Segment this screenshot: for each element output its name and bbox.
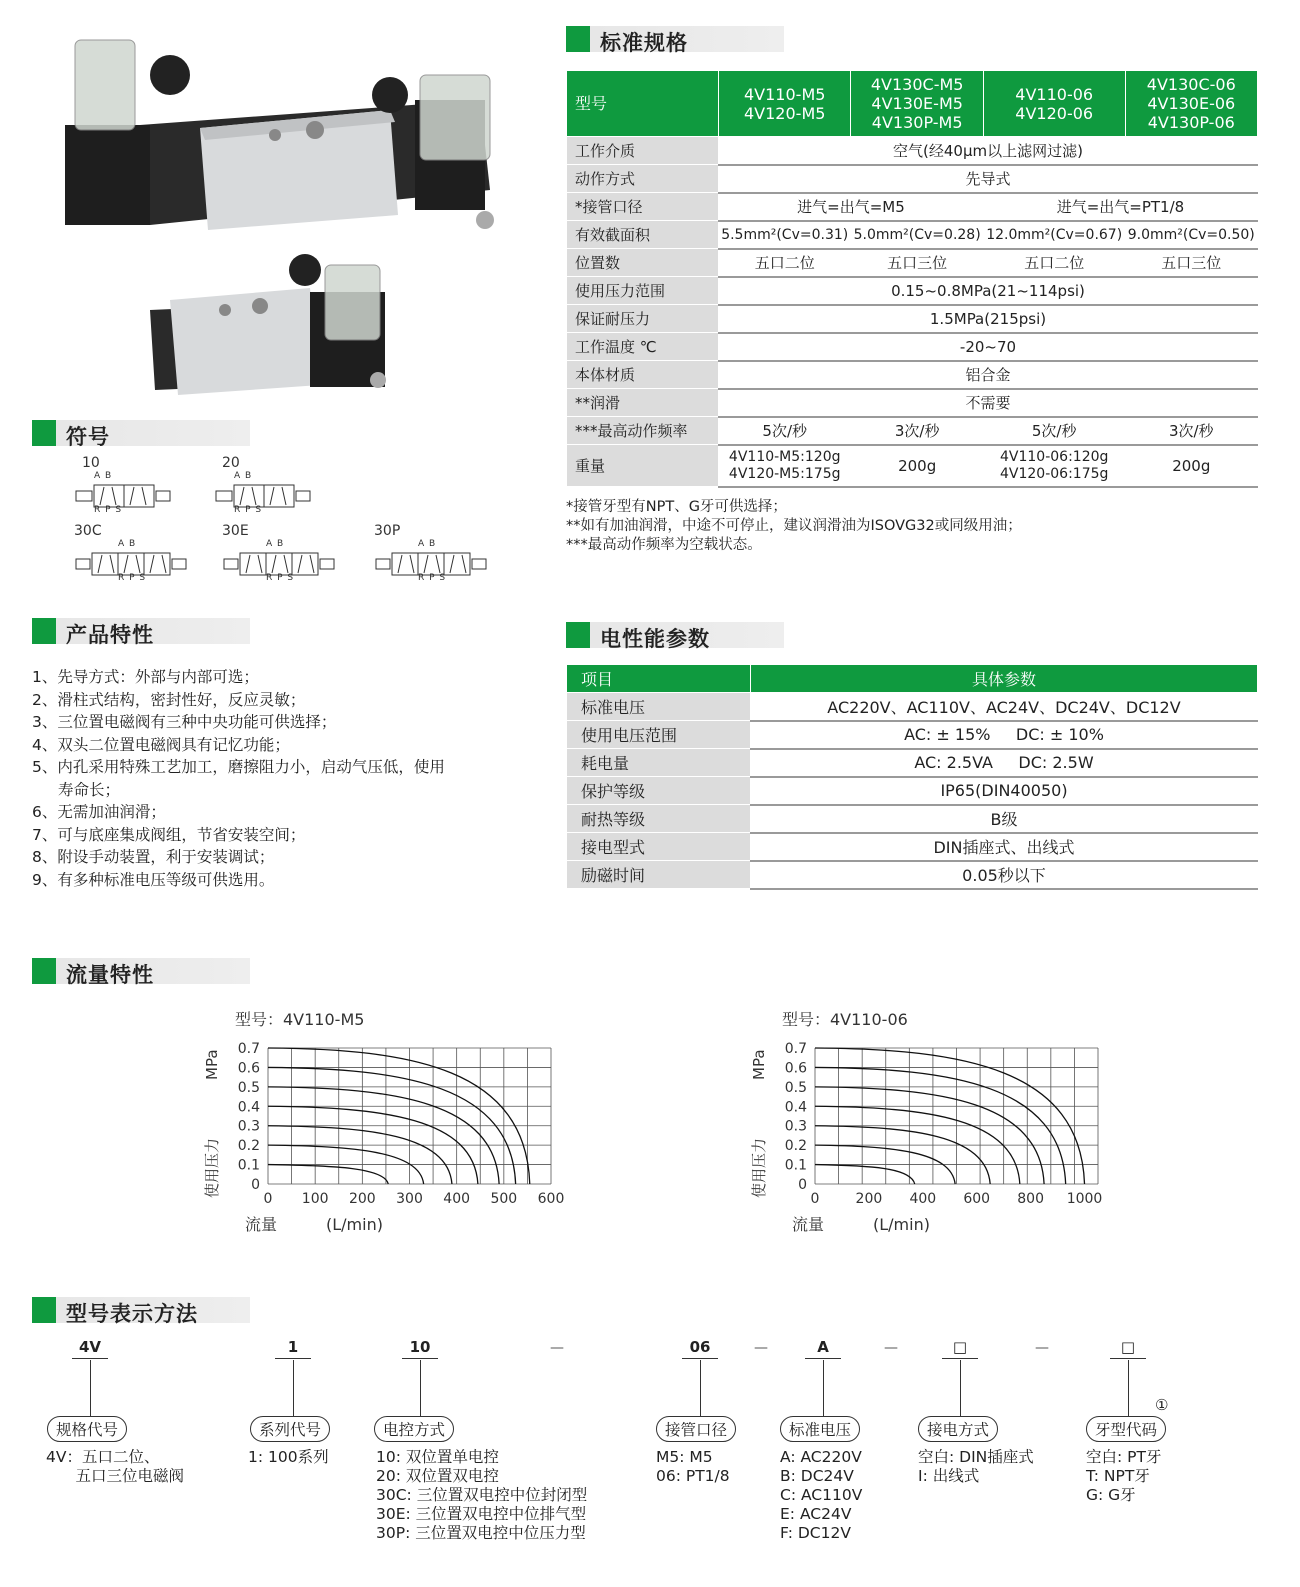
- electric-row: [567, 721, 1258, 749]
- spec-cell: 9.0mm²(Cv=0.50): [1125, 221, 1257, 249]
- electric-header-row: [567, 665, 1258, 693]
- flow-curve: [815, 1126, 990, 1184]
- code-underline: [805, 1358, 841, 1359]
- x-tick-label: 0: [263, 1191, 273, 1207]
- code-desc-line: 空白: DIN插座式: [918, 1448, 1034, 1466]
- spec-cell: 五口二位: [719, 249, 851, 277]
- code-underline: [942, 1358, 978, 1359]
- code-group-title: 牙型代码: [1086, 1416, 1166, 1442]
- spec-row-label: ***最高动作频率: [567, 417, 719, 445]
- spec-row: [567, 361, 1258, 389]
- y-tick-label: 0.7: [784, 1041, 807, 1057]
- code-segment: 1: [287, 1338, 299, 1356]
- spec-cell: 进气=出气=PT1/8: [983, 193, 1257, 221]
- code-connector: [960, 1360, 961, 1418]
- spec-cell: 5.0mm²(Cv=0.28): [851, 221, 983, 249]
- electric-row: [567, 777, 1258, 805]
- code-desc-line: 空白: PT牙: [1086, 1448, 1162, 1466]
- spec-row: [567, 417, 1258, 445]
- spec-row: [567, 221, 1258, 249]
- spec-row: [567, 249, 1258, 277]
- code-group-desc: [46, 1448, 184, 1486]
- spec-row: [567, 445, 1258, 487]
- chart-title: 型号：4V110-M5: [235, 1010, 365, 1029]
- code-connector: [420, 1360, 421, 1418]
- y-tick-label: 0: [251, 1177, 260, 1193]
- spec-row: [567, 193, 1258, 221]
- spec-model-cell: 4V110-M5 4V120-M5: [719, 71, 851, 137]
- spec-cell: 不需要: [719, 389, 1258, 417]
- valve-port-labels-bottom: R P S: [118, 573, 147, 583]
- spec-row: [567, 333, 1258, 361]
- valve-symbol-label: 10: [82, 455, 100, 471]
- valve-port-labels-top: A B: [418, 539, 437, 549]
- valve-port-labels-bottom: R P S: [234, 505, 263, 515]
- code-desc-line: 20: 双位置双电控: [376, 1467, 499, 1485]
- spec-model-cell: 4V110-06 4V120-06: [983, 71, 1125, 137]
- electric-row-value: IP65(DIN40050): [751, 777, 1258, 805]
- electric-row-label: 耗电量: [567, 749, 751, 777]
- valve-symbol-label: 30E: [222, 523, 249, 539]
- spec-cell: 铝合金: [719, 361, 1258, 389]
- x-axis-label: 流量: [792, 1215, 825, 1234]
- y-axis-label: 使用压力: [750, 1137, 768, 1198]
- valve-symbol-label: 30C: [74, 523, 102, 539]
- spec-row-label: 本体材质: [567, 361, 719, 389]
- code-desc-line: 4V：五口二位、: [46, 1448, 160, 1466]
- y-tick-label: 0.6: [237, 1060, 260, 1077]
- electric-row-label: 励磁时间: [567, 861, 751, 889]
- spec-cell: 3次/秒: [1125, 417, 1257, 445]
- spec-row-label: *接管口径: [567, 193, 719, 221]
- spec-row: [567, 165, 1258, 193]
- spec-row-label: **润滑: [567, 389, 719, 417]
- y-tick-label: 0.2: [784, 1138, 807, 1155]
- spec-cell: 3次/秒: [851, 417, 983, 445]
- section-header-flow: 流量特性: [32, 958, 250, 984]
- code-desc-line: 30E: 三位置双电控中位排气型: [376, 1505, 587, 1523]
- code-desc-line: C: AC110V: [780, 1486, 863, 1504]
- spec-cell: 4V110-06:120g 4V120-06:175g: [983, 445, 1125, 487]
- code-separator: —: [1035, 1340, 1049, 1356]
- code-underline: [402, 1358, 438, 1359]
- code-desc-line: 五口三位电磁阀: [46, 1467, 185, 1485]
- x-tick-label: 100: [301, 1191, 329, 1207]
- spec-cell: -20~70: [719, 333, 1258, 361]
- valve-port-labels-top: A B: [94, 471, 113, 481]
- spec-cell: 0.15~0.8MPa(21~114psi): [719, 277, 1258, 305]
- code-desc-line: 06: PT1/8: [656, 1467, 730, 1485]
- valve-symbol-drawing: [374, 539, 526, 591]
- spec-row-label: 位置数: [567, 249, 719, 277]
- code-group-title: 系列代号: [250, 1416, 330, 1442]
- spec-model-cell: 4V130C-06 4V130E-06 4V130P-06: [1125, 71, 1257, 137]
- x-tick-label: 800: [1017, 1191, 1044, 1207]
- spec-cell: 5次/秒: [983, 417, 1125, 445]
- x-tick-label: 400: [909, 1191, 937, 1207]
- section-header-spec: 标准规格: [566, 26, 784, 52]
- x-tick-label: 300: [396, 1191, 423, 1207]
- code-group-title: 接电方式: [918, 1416, 998, 1442]
- spec-cell: 4V110-M5:120g 4V120-M5:175g: [719, 445, 851, 487]
- spec-row: [567, 305, 1258, 333]
- valve-symbol-drawing: [222, 539, 374, 591]
- code-group-desc: [1086, 1448, 1161, 1505]
- feature-item: 3、三位置电磁阀有三种中央功能可供选择；: [32, 713, 337, 731]
- spec-cell: 200g: [851, 445, 983, 487]
- y-tick-label: 0.4: [237, 1099, 260, 1116]
- spec-note: *接管牙型有NPT、G牙可供选择；: [566, 499, 787, 515]
- code-desc-line: F: DC12V: [780, 1524, 851, 1542]
- valve-port-labels-top: A B: [118, 539, 137, 549]
- feature-item: 1、先导方式：外部与内部可选；: [32, 668, 259, 686]
- code-desc-line: M5: M5: [656, 1448, 713, 1466]
- y-tick-label: 0.5: [237, 1079, 260, 1096]
- spec-header-row: [567, 71, 1258, 137]
- flow-chart-06: [742, 1005, 1142, 1235]
- code-group-title: 电控方式: [374, 1416, 454, 1442]
- spec-model-cell: 4V130C-M5 4V130E-M5 4V130P-M5: [851, 71, 983, 137]
- code-connector: [823, 1360, 824, 1418]
- code-underline: [275, 1358, 311, 1359]
- spec-row-label: 使用压力范围: [567, 277, 719, 305]
- code-separator: —: [884, 1340, 898, 1356]
- electric-row: [567, 833, 1258, 861]
- x-axis-label: 流量: [245, 1215, 278, 1234]
- y-tick-label: 0.2: [237, 1138, 260, 1155]
- feature-item: 2、滑柱式结构，密封性好，反应灵敏；: [32, 690, 306, 709]
- y-tick-label: 0.6: [784, 1060, 807, 1077]
- feature-item: 7、可与底座集成阀组，节省安装空间；: [32, 825, 306, 844]
- flow-curve: [268, 1087, 499, 1184]
- code-connector: [293, 1360, 294, 1418]
- valve-port-labels-bottom: R P S: [94, 505, 123, 515]
- electric-row: [567, 805, 1258, 833]
- y-tick-label: 0.5: [784, 1079, 807, 1096]
- electric-header-item: 项目: [567, 665, 751, 693]
- spec-row-label: 重量: [567, 445, 719, 487]
- code-desc-line: I: 出线式: [918, 1467, 980, 1485]
- electric-row-label: 使用电压范围: [567, 721, 751, 749]
- code-separator: —: [550, 1340, 564, 1356]
- code-underline: [682, 1358, 718, 1359]
- code-desc-line: T: NPT牙: [1086, 1467, 1150, 1485]
- section-header-model-code: 型号表示方法: [32, 1297, 250, 1323]
- feature-list: [32, 666, 445, 891]
- note-circle-marker: ①: [1155, 1396, 1169, 1414]
- electric-row: [567, 749, 1258, 777]
- valve-port-labels-top: A B: [234, 471, 253, 481]
- code-segment: 10: [409, 1338, 431, 1356]
- electric-row-value: AC: ± 15% DC: ± 10%: [751, 721, 1258, 749]
- x-tick-label: 600: [537, 1191, 565, 1207]
- code-desc-line: E: AC24V: [780, 1505, 852, 1523]
- spec-cell: 五口三位: [851, 249, 983, 277]
- code-underline: [1110, 1358, 1146, 1359]
- code-group-desc: [780, 1448, 862, 1543]
- double-solenoid-valve: [65, 40, 494, 230]
- code-connector: [90, 1360, 91, 1418]
- valve-port-labels-top: A B: [266, 539, 285, 549]
- electric-row-value: B级: [751, 805, 1258, 833]
- feature-item: 9、有多种标准电压等级可供选用。: [32, 870, 275, 889]
- code-desc-line: B: DC24V: [780, 1467, 854, 1485]
- x-tick-label: 200: [855, 1191, 883, 1207]
- code-desc-line: 30C: 三位置双电控中位封闭型: [376, 1486, 588, 1504]
- code-group-title: 标准电压: [780, 1416, 860, 1442]
- y-axis-label: 使用压力: [203, 1137, 221, 1198]
- single-solenoid-valve: [150, 254, 386, 395]
- code-segment: A: [817, 1338, 829, 1356]
- code-desc-line: G: G牙: [1086, 1486, 1136, 1504]
- spec-cell: 空气(经40μm以上滤网过滤): [719, 137, 1258, 165]
- valve-port-labels-bottom: R P S: [418, 573, 447, 583]
- symbol-area: [60, 455, 510, 595]
- spec-cell: 1.5MPa(215psi): [719, 305, 1258, 333]
- spec-cell: 先导式: [719, 165, 1258, 193]
- model-code-diagram: [0, 1330, 1300, 1580]
- x-tick-label: 600: [963, 1191, 991, 1207]
- spec-model-label: 型号: [567, 71, 719, 137]
- spec-cell: 5.5mm²(Cv=0.31): [719, 221, 851, 249]
- spec-cell: 五口三位: [1125, 249, 1257, 277]
- spec-row-label: 有效截面积: [567, 221, 719, 249]
- electric-row: [567, 693, 1258, 721]
- spec-note: **如有加油润滑，中途不可停止，建议润滑油为ISOVG32或同级用油；: [566, 518, 1022, 534]
- electric-row-label: 标准电压: [567, 693, 751, 721]
- spec-row-label: 工作介质: [567, 137, 719, 165]
- y-tick-label: 0.1: [784, 1157, 807, 1174]
- x-axis-unit: (L/min): [873, 1215, 930, 1234]
- code-segment: 06: [689, 1338, 711, 1356]
- feature-item: 5、内孔采用特殊工艺加工，磨擦阻力小，启动气压低，使用: [32, 758, 445, 776]
- spec-cell: 200g: [1125, 445, 1257, 487]
- code-group-desc: [248, 1448, 329, 1467]
- electric-row-value: AC220V、AC110V、AC24V、DC24V、DC12V: [751, 693, 1258, 721]
- electric-row-label: 耐热等级: [567, 805, 751, 833]
- electric-row-value: AC: 2.5VA DC: 2.5W: [751, 749, 1258, 777]
- flow-curve: [268, 1165, 388, 1184]
- x-tick-label: 0: [810, 1191, 820, 1207]
- x-tick-label: 200: [348, 1191, 376, 1207]
- code-desc-line: 10: 双位置单电控: [376, 1448, 499, 1466]
- spec-cell: 5次/秒: [719, 417, 851, 445]
- x-tick-label: 1000: [1066, 1191, 1103, 1207]
- valve-symbol-drawing: [74, 539, 226, 591]
- spec-row-label: 保证耐压力: [567, 305, 719, 333]
- code-segment: □: [952, 1338, 968, 1356]
- code-group-desc: [376, 1448, 587, 1543]
- code-group-desc: [918, 1448, 1034, 1486]
- y-tick-label: 0: [798, 1177, 807, 1193]
- code-connector: [700, 1360, 701, 1418]
- spec-row: [567, 137, 1258, 165]
- product-photo: [60, 30, 500, 410]
- valve-symbol-label: 30P: [374, 523, 401, 539]
- spec-row-label: 工作温度 ℃: [567, 333, 719, 361]
- chart-title: 型号：4V110-06: [782, 1010, 908, 1029]
- section-header-electric: 电性能参数: [566, 622, 784, 648]
- electric-row-label: 保护等级: [567, 777, 751, 805]
- flow-chart-m5: [195, 1005, 595, 1235]
- section-header-features: 产品特性: [32, 618, 250, 644]
- electric-row-value: DIN插座式、出线式: [751, 833, 1258, 861]
- electric-row-label: 接电型式: [567, 833, 751, 861]
- code-desc-line: A: AC220V: [780, 1448, 862, 1466]
- code-group-title: 规格代号: [47, 1416, 127, 1442]
- spec-cell: 五口二位: [983, 249, 1125, 277]
- x-tick-label: 400: [443, 1191, 471, 1207]
- flow-curve: [268, 1126, 452, 1184]
- spec-row-label: 动作方式: [567, 165, 719, 193]
- valve-symbol-label: 20: [222, 455, 240, 471]
- code-segment: □: [1120, 1338, 1136, 1356]
- feature-item: 8、附设手动装置，利于安装调试；: [32, 848, 275, 866]
- spec-cell: 进气=出气=M5: [719, 193, 984, 221]
- electric-row: [567, 861, 1258, 889]
- code-separator: —: [754, 1340, 768, 1356]
- electric-header-params: 具体参数: [751, 665, 1258, 693]
- x-tick-label: 500: [490, 1191, 518, 1207]
- feature-item: 6、无需加油润滑；: [32, 803, 166, 821]
- x-axis-unit: (L/min): [326, 1215, 383, 1234]
- spec-note: ***最高动作频率为空载状态。: [566, 537, 762, 553]
- y-tick-label: 0.7: [237, 1041, 260, 1057]
- y-tick-label: 0.4: [784, 1099, 807, 1116]
- code-group-title: 接管口径: [656, 1416, 736, 1442]
- section-header-symbol: 符号: [32, 420, 250, 446]
- spec-notes: [566, 498, 1022, 555]
- spec-cell: 12.0mm²(Cv=0.67): [983, 221, 1125, 249]
- spec-table: [566, 70, 1258, 488]
- y-tick-label: 0.3: [237, 1118, 260, 1135]
- flow-curve: [815, 1165, 915, 1184]
- y-tick-label: 0.1: [237, 1157, 260, 1174]
- y-tick-label: 0.3: [784, 1118, 807, 1135]
- code-segment: 4V: [78, 1338, 102, 1356]
- valve-port-labels-bottom: R P S: [266, 573, 295, 583]
- code-desc-line: 1: 100系列: [248, 1448, 329, 1466]
- code-connector: [1128, 1360, 1129, 1418]
- electric-row-value: 0.05秒以下: [751, 861, 1258, 889]
- code-underline: [72, 1358, 108, 1359]
- code-desc-line: 30P: 三位置双电控中位压力型: [376, 1524, 586, 1542]
- y-axis-unit: MPa: [203, 1049, 221, 1080]
- electric-table: [566, 664, 1258, 890]
- spec-row: [567, 277, 1258, 305]
- spec-row: [567, 389, 1258, 417]
- code-group-desc: [656, 1448, 730, 1486]
- feature-item: 4、双头二位置电磁阀具有记忆功能；: [32, 735, 290, 754]
- feature-item: 寿命长；: [58, 780, 121, 799]
- y-axis-unit: MPa: [750, 1049, 768, 1080]
